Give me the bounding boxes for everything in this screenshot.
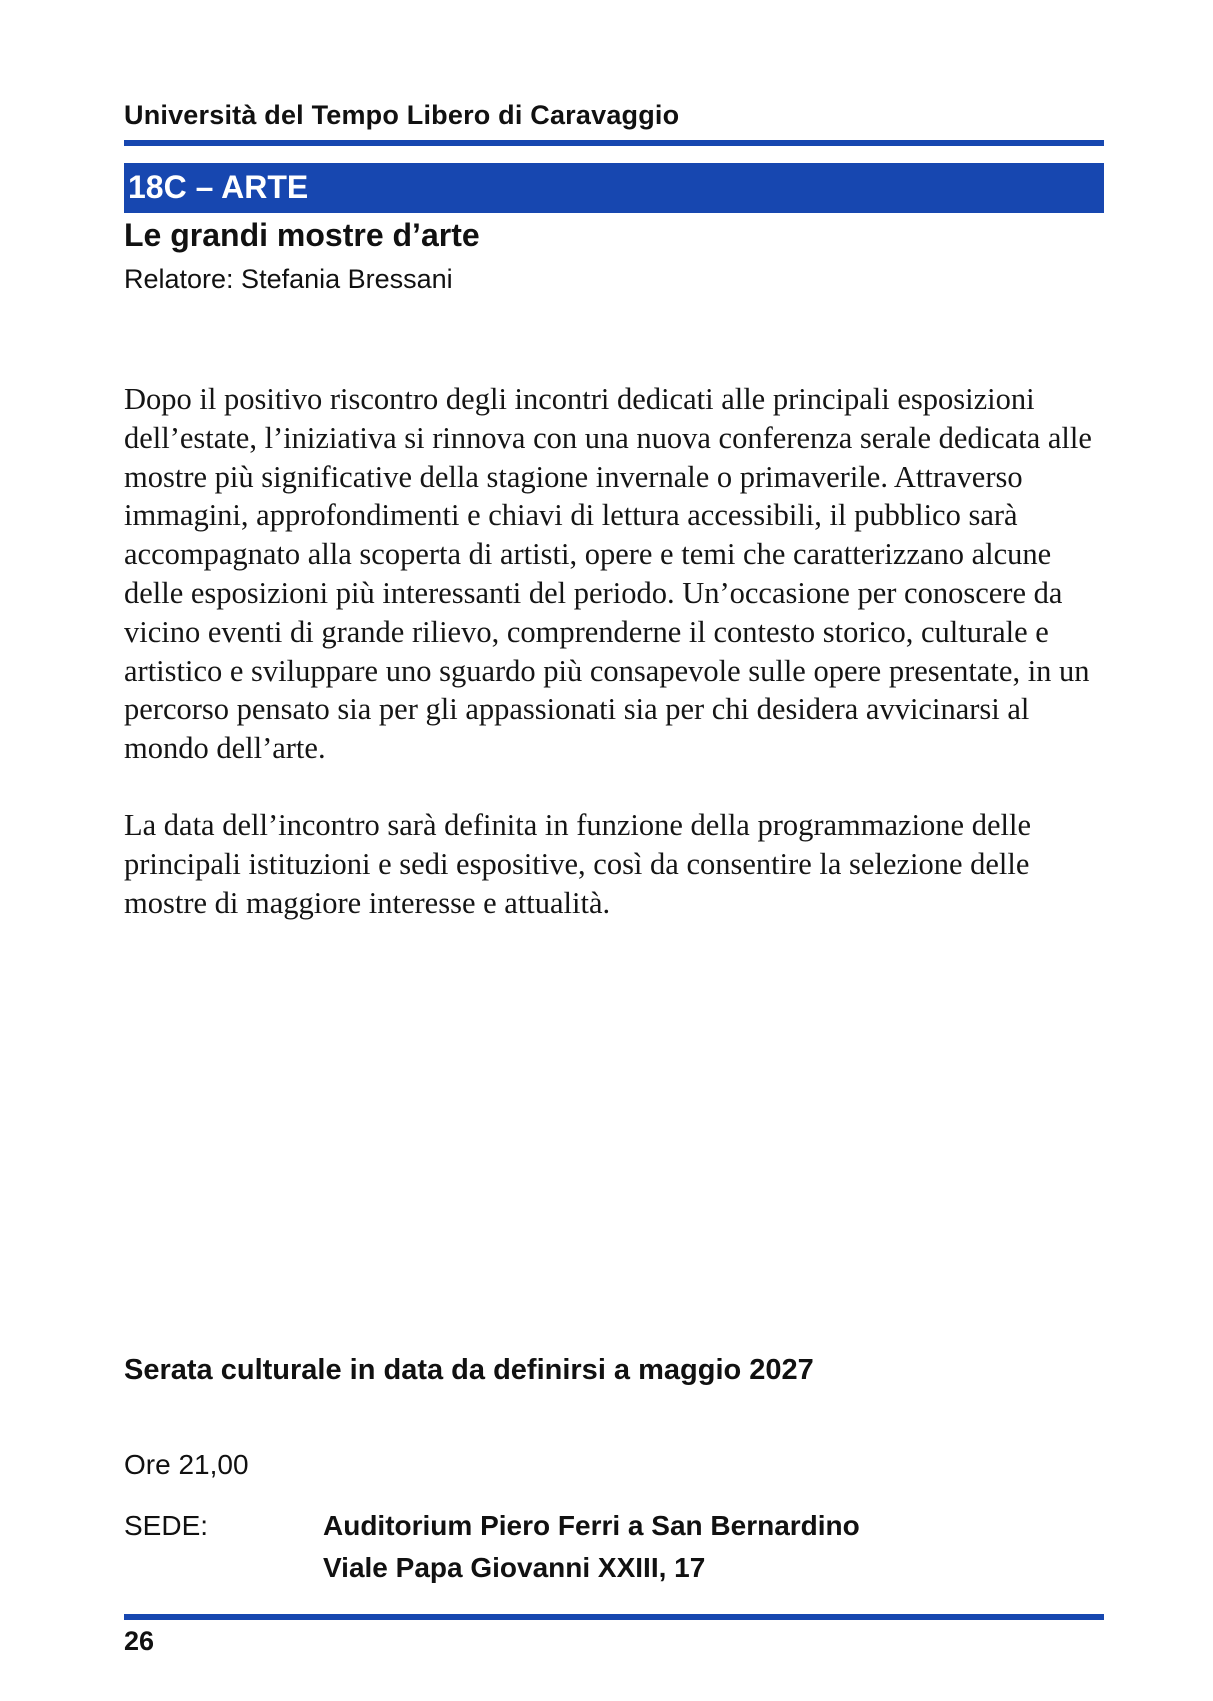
description-paragraph: La data dell’incontro sarà definita in funzione della programmazione delle principali istituzioni e sedi espositive, così da consentire la selezione delle mostre di maggiore interesse e attualità. [124,807,1031,920]
venue-address: Viale Papa Giovanni XXIII, 17 [323,1552,706,1583]
description-paragraph: Dopo il positivo riscontro degli incontri dedicati alle principali esposizioni dell’estate, l’iniziativa si rinnova con una nuova conferenza serale dedicata alle mostre più significative della stagione invernale o primaverile. Attraverso immagini, approfondimenti e chiavi di lettura accessibili, il pubblico sarà accompagnato alla scoperta di artisti, opere e temi che caratterizzano alcune delle esposizioni più interessanti del periodo. Un’occasione per conoscere da vicino eventi di grande rilievo, comprenderne il contesto storico, culturale e artistico e sviluppare uno sguardo più consapevole sulle opere presentate, in un percorso pensato sia per gli appassionati sia per chi desidera avvicinarsi al mondo dell’arte. [124,382,1092,766]
course-title: Le grandi mostre d’arte [124,217,480,253]
course-speaker: Relatore: Stefania Bressani [124,264,453,294]
venue-label: SEDE: [124,1510,209,1541]
course-description [124,380,1108,922]
footer-divider [124,1614,1104,1620]
document-header-title: Università del Tempo Libero di Caravaggio [124,100,680,130]
section-banner [124,163,1104,213]
event-time: Ore 21,00 [124,1449,249,1480]
section-label: 18C – ARTE [128,169,309,205]
event-date: Serata culturale in data da definirsi a maggio 2027 [124,1354,814,1386]
header-divider [124,140,1104,146]
page-number: 26 [124,1626,155,1656]
venue-name: Auditorium Piero Ferri a San Bernardino [323,1510,860,1541]
